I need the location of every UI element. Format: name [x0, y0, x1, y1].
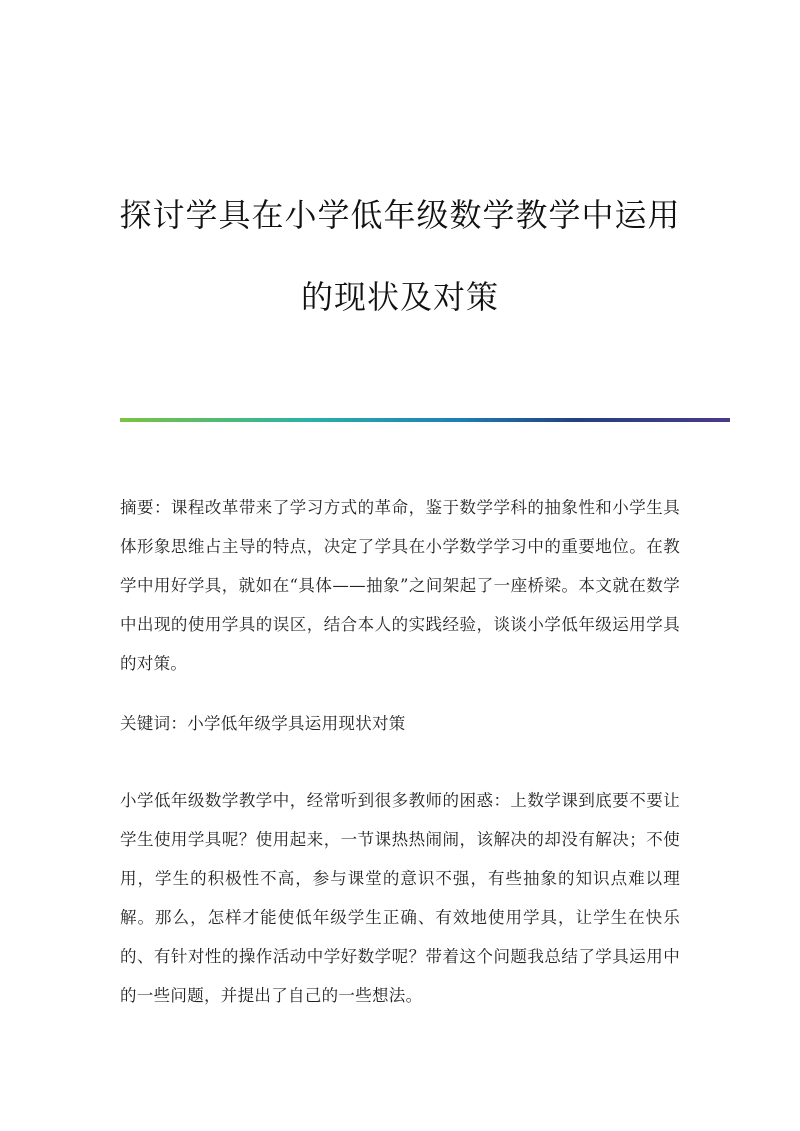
abstract-paragraph: 摘要：课程改革带来了学习方式的革命，鉴于数学学科的抽象性和小学生具体形象思维占主导的特点，决定了学具在小学数学学习中的重要地位。在教学中用好学具，就如在“具体——抽象”之间架起了一座桥梁。本文就在数学中出现的使用学具的误区，结合本人的实践经验，谈谈小学低年级运用学具的对策。 — [120, 498, 680, 673]
keywords-line: 关键词：小学低年级学具运用现状对策 — [120, 714, 406, 733]
document-title-line-2: 的现状及对策 — [300, 278, 499, 316]
body-paragraph-1: 小学低年级数学教学中，经常听到很多教师的困惑：上数学课到底要不要让学生使用学具呢？使用起来，一节课热热闹闹，该解决的却没有解决；不使用，学生的积极性不高，参与课堂的意识不强，有些抽象的知识点难以理解。那么，怎样才能使低年级学生正确、有效地使用学具，让学生在快乐的、有针对性的操作活动中学好数学呢？带着这个问题我总结了学具运用中的一些问题，并提出了自己的一些想法。 — [120, 791, 680, 1005]
document-title-line-1: 探讨学具在小学低年级数学教学中运用 — [119, 196, 681, 234]
title-divider — [120, 418, 730, 422]
